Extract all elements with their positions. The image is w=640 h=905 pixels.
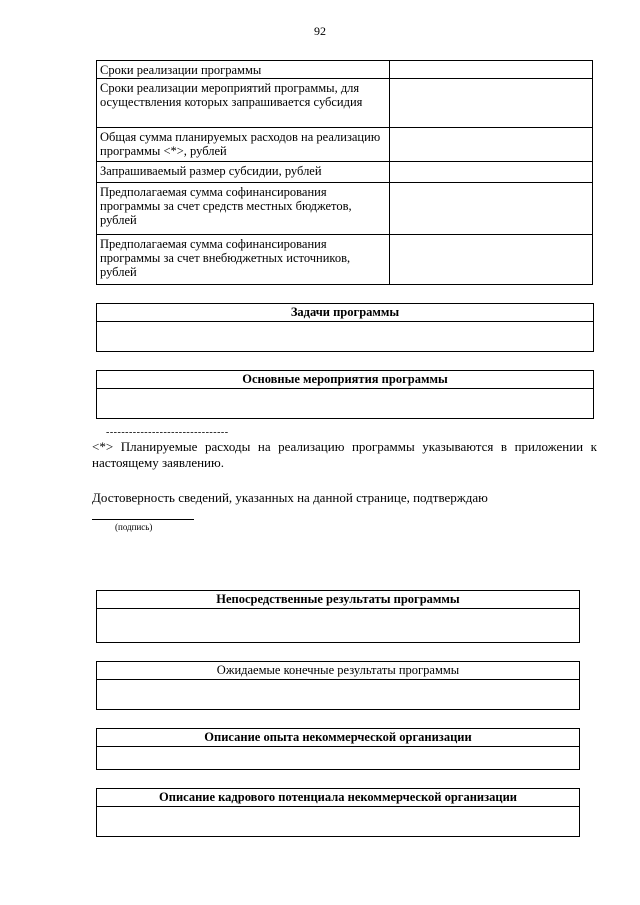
section-title: Ожидаемые конечные результаты программы bbox=[97, 662, 579, 680]
row-label: Общая сумма планируемых расходов на реализацию программы <*>, рублей bbox=[97, 128, 390, 162]
signature-line[interactable] bbox=[92, 519, 194, 520]
row-label: Запрашиваемый размер субсидии, рублей bbox=[97, 162, 390, 183]
program-info-table bbox=[96, 60, 593, 285]
table-row bbox=[97, 235, 593, 285]
section-main-activities bbox=[96, 370, 594, 419]
row-value[interactable] bbox=[390, 162, 593, 183]
row-value[interactable] bbox=[390, 79, 593, 128]
section-experience bbox=[96, 728, 580, 770]
signature-label: (подпись) bbox=[115, 522, 153, 532]
table-row bbox=[97, 183, 593, 235]
section-content[interactable] bbox=[97, 322, 593, 353]
section-program-tasks bbox=[96, 303, 594, 352]
row-value[interactable] bbox=[390, 235, 593, 285]
row-value[interactable] bbox=[390, 128, 593, 162]
section-title: Описание опыта некоммерческой организации bbox=[97, 729, 579, 747]
row-label: Сроки реализации мероприятий программы, для осуществления которых запрашивается субсидия bbox=[97, 79, 390, 128]
section-content[interactable] bbox=[97, 389, 593, 420]
row-value[interactable] bbox=[390, 183, 593, 235]
footnote-text: <*> Планируемые расходы на реализацию программы указываются в приложении к настоящему заявлению. bbox=[92, 439, 597, 470]
table-row bbox=[97, 162, 593, 183]
table-row bbox=[97, 128, 593, 162]
footnote-separator: -------------------------------- bbox=[106, 427, 229, 438]
section-direct-results bbox=[96, 590, 580, 643]
row-label: Предполагаемая сумма софинансирования программы за счет средств местных бюджетов, рублей bbox=[97, 183, 390, 235]
section-staff-potential bbox=[96, 788, 580, 837]
section-title: Задачи программы bbox=[97, 304, 593, 322]
row-label: Сроки реализации программы bbox=[97, 61, 390, 79]
section-expected-results bbox=[96, 661, 580, 710]
row-value[interactable] bbox=[390, 61, 593, 79]
table-row bbox=[97, 61, 593, 79]
section-content[interactable] bbox=[97, 807, 579, 838]
section-content[interactable] bbox=[97, 609, 579, 644]
page-number: 92 bbox=[314, 24, 326, 38]
row-label: Предполагаемая сумма софинансирования программы за счет внебюджетных источников, рублей bbox=[97, 235, 390, 285]
section-content[interactable] bbox=[97, 747, 579, 771]
section-content[interactable] bbox=[97, 680, 579, 711]
section-title: Основные мероприятия программы bbox=[97, 371, 593, 389]
confirmation-text: Достоверность сведений, указанных на данной странице, подтверждаю bbox=[92, 490, 488, 505]
section-title: Описание кадрового потенциала некоммерческой организации bbox=[97, 789, 579, 807]
section-title: Непосредственные результаты программы bbox=[97, 591, 579, 609]
table-row bbox=[97, 79, 593, 128]
